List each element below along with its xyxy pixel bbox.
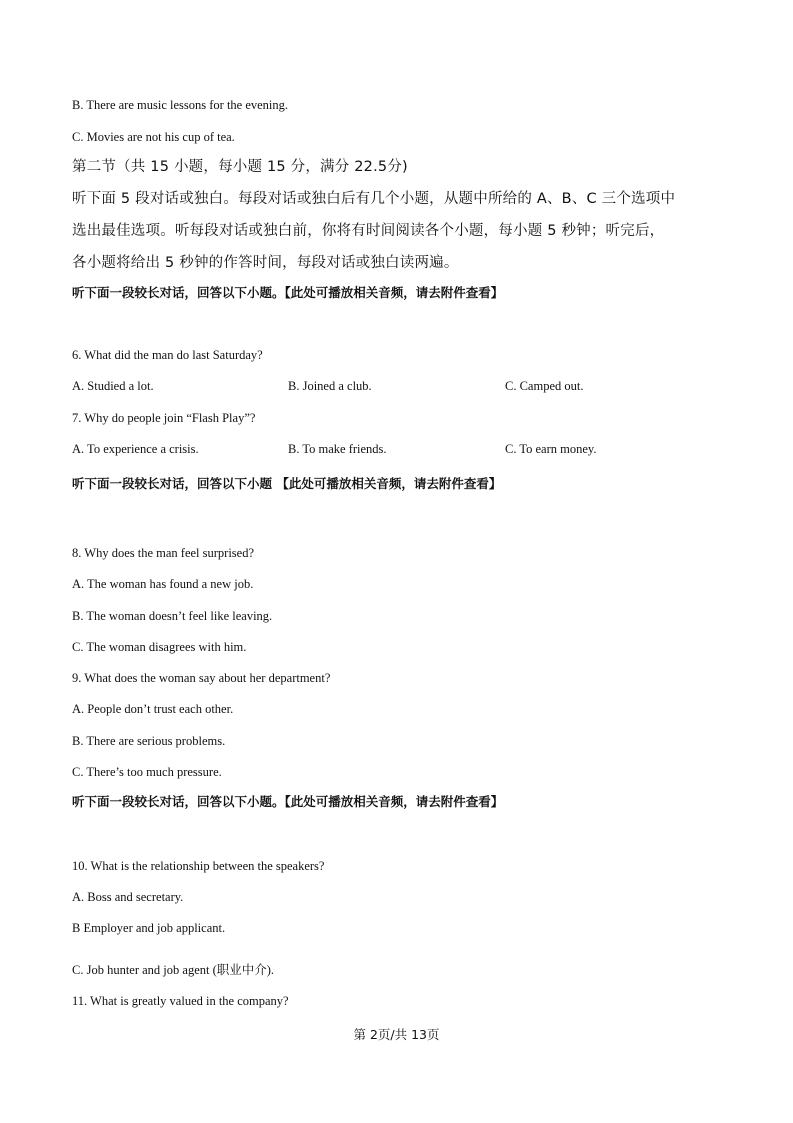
q10-option-c: C. Job hunter and job agent (职业中介). — [72, 963, 275, 977]
q8-option-a: A. The woman has found a new job. — [72, 577, 254, 591]
section2-instruction-line-2: 选出最佳选项。听每段对话或独白前，你将有时间阅读各个小题，每小题 5 秒钟；听完后， — [72, 223, 665, 239]
page-footer: 第 2页/共 13页 — [353, 1027, 440, 1042]
q7-option-a: A. To experience a crisis. — [72, 442, 199, 456]
q9-option-c: C. There’s too much pressure. — [72, 765, 222, 779]
q8-option-b: B. The woman doesn’t feel like leaving. — [72, 609, 273, 623]
q9-option-b: B. There are serious problems. — [72, 734, 226, 748]
q7-option-b: B. To make friends. — [288, 442, 387, 456]
q8-option-c: C. The woman disagrees with him. — [72, 640, 247, 654]
q6-option-a: A. Studied a lot. — [72, 379, 154, 393]
q10-option-b: B Employer and job applicant. — [72, 921, 226, 935]
section2-instruction-line-3: 各小题将给出 5 秒钟的作答时间，每段对话或独白读两遍。 — [72, 255, 459, 271]
q6-option-b: B. Joined a club. — [288, 379, 372, 393]
dialogue3-prompt: 听下面一段较长对话，回答以下小题。【此处可播放相关音频，请去附件查看】 — [72, 794, 504, 809]
section2-heading: 第二节（共 15 小题，每小题 15 分，满分 22.5分) — [72, 159, 408, 175]
q5-option-b: B. There are music lessons for the evening. — [72, 98, 289, 112]
q10-option-a: A. Boss and secretary. — [72, 890, 184, 904]
dialogue1-prompt: 听下面一段较长对话，回答以下小题。【此处可播放相关音频，请去附件查看】 — [72, 285, 504, 300]
q5-option-c: C. Movies are not his cup of tea. — [72, 130, 235, 144]
q9-question: 9. What does the woman say about her department? — [72, 671, 331, 685]
q7-question: 7. Why do people join “Flash Play”? — [72, 411, 256, 425]
dialogue2-prompt: 听下面一段较长对话，回答以下小题 【此处可播放相关音频，请去附件查看】 — [72, 476, 502, 491]
q6-question: 6. What did the man do last Saturday? — [72, 348, 263, 362]
q9-option-a: A. People don’t trust each other. — [72, 702, 234, 716]
q8-question: 8. Why does the man feel surprised? — [72, 546, 255, 560]
section2-instruction-line-1: 听下面 5 段对话或独白。每段对话或独白后有几个小题，从题中所给的 A、B、C 三个选项中 — [72, 191, 676, 207]
q11-question: 11. What is greatly valued in the company? — [72, 994, 289, 1008]
q6-option-c: C. Camped out. — [505, 379, 584, 393]
q10-question: 10. What is the relationship between the speakers? — [72, 859, 325, 873]
q7-option-c: C. To earn money. — [505, 442, 597, 456]
